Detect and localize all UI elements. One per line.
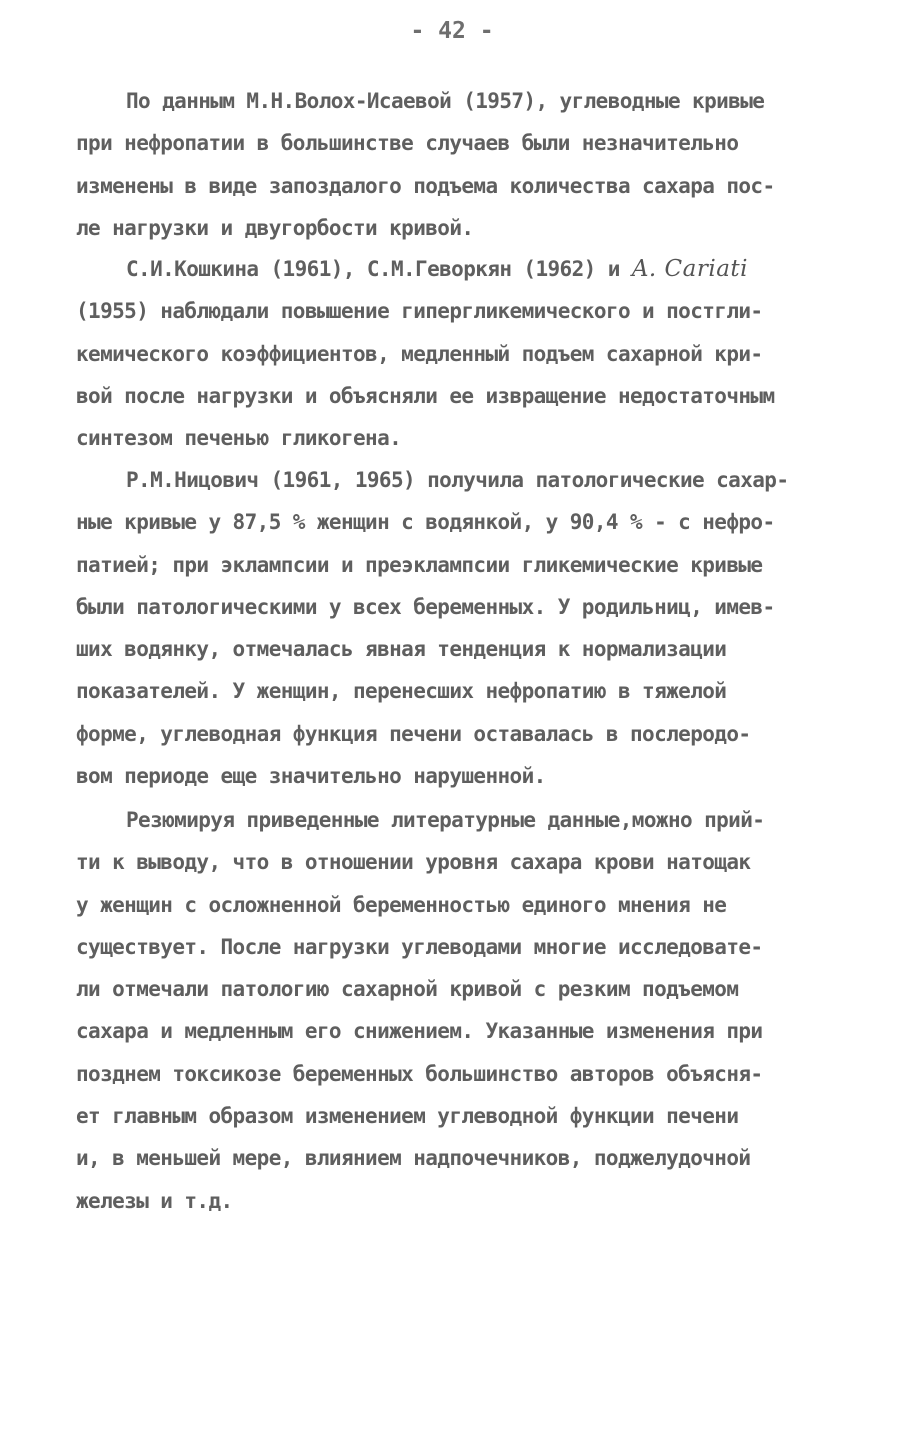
text-line: ти к выводу, что в отношении уровня сахара крови натощак bbox=[76, 850, 751, 875]
text-line: форме, углеводная функция печени оставалась в послеродо- bbox=[76, 721, 751, 746]
text-line: ет главным образом изменением углеводной функции печени bbox=[76, 1104, 739, 1129]
text-line bbox=[76, 248, 828, 290]
paragraph-3 bbox=[76, 459, 828, 797]
text-line: Резюмируя приведенные литературные данные,можно прий- bbox=[126, 808, 765, 832]
text-line: при нефропатии в большинстве случаев были незначительно bbox=[76, 131, 739, 156]
paragraph-1 bbox=[76, 80, 828, 249]
paragraph-4 bbox=[76, 799, 828, 1222]
text-line: патией; при эклампсии и преэклампсии гликемические кривые bbox=[76, 552, 763, 577]
paragraph-2 bbox=[76, 248, 828, 459]
text-line: кемического коэффициентов, медленный подъем сахарной кри- bbox=[76, 341, 763, 366]
text-line: По данным М.Н.Волох-Исаевой (1957), углеводные кривые bbox=[126, 89, 765, 113]
text-line: и, в меньшей мере, влиянием надпочечников, поджелудочной bbox=[76, 1146, 751, 1171]
page-number: - 42 - bbox=[410, 18, 494, 44]
text-line: позднем токсикозе беременных большинство авторов объясня- bbox=[76, 1061, 763, 1086]
text-line: ли отмечали патологию сахарной кривой с резким подъемом bbox=[76, 977, 739, 1002]
text-line: показателей. У женщин, перенесших нефропатию в тяжелой bbox=[76, 679, 727, 704]
text-line: (1955) наблюдали повышение гипергликемического и постгли- bbox=[76, 299, 763, 324]
text-line: синтезом печенью гликогена. bbox=[76, 426, 402, 451]
text-line: Р.М.Ницович (1961, 1965) получила патологические сахар- bbox=[126, 468, 789, 492]
text-line: существует. После нагрузки углеводами многие исследовате- bbox=[76, 934, 763, 959]
text-line: ле нагрузки и двугорбости кривой. bbox=[76, 215, 474, 240]
text-line: железы и т.д. bbox=[76, 1188, 233, 1213]
handwritten-author-name: A. Cariati bbox=[631, 256, 749, 282]
text-line: были патологическими у всех беременных. У родильниц, имев- bbox=[76, 594, 775, 619]
text-line: вой после нагрузки и объясняли ее извращение недостаточным bbox=[76, 383, 775, 408]
text-line: у женщин с осложненной беременностью единого мнения не bbox=[76, 892, 727, 917]
text-line: ших водянку, отмечалась явная тенденция к нормализации bbox=[76, 637, 727, 662]
text-line-prefix: С.И.Кошкина (1961), С.М.Геворкян (1962) и bbox=[126, 257, 632, 281]
text-line: вом периоде еще значительно нарушенной. bbox=[76, 764, 546, 789]
text-line: изменены в виде запоздалого подъема количества сахара пос- bbox=[76, 173, 775, 198]
text-line: ные кривые у 87,5 % женщин с водянкой, у 90,4 % - с нефро- bbox=[76, 510, 775, 535]
text-line: сахара и медленным его снижением. Указанные изменения при bbox=[76, 1019, 763, 1044]
